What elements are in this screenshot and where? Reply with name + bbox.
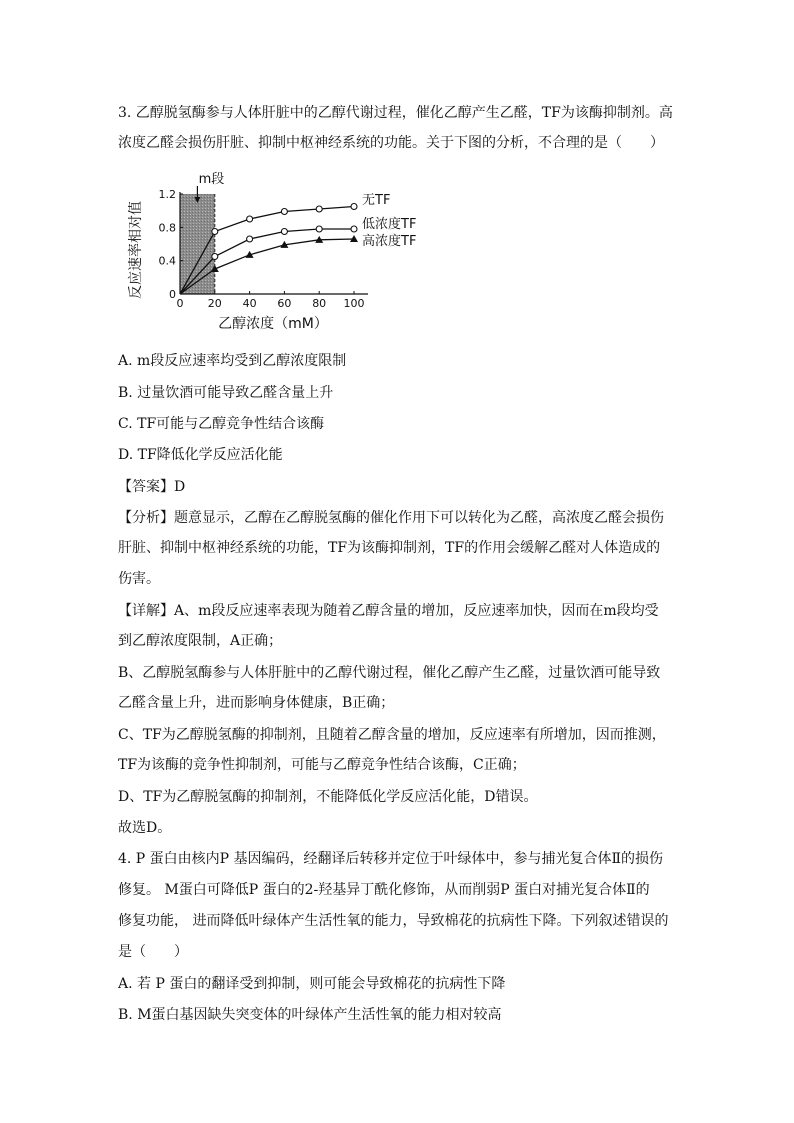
data-point <box>281 209 287 215</box>
x-tick-label: 20 <box>207 297 222 310</box>
x-tick-label: 80 <box>312 297 327 310</box>
x-tick-label: 100 <box>343 297 365 310</box>
q3-analysis-line: 【分析】题意显示，乙醇在乙醇脱氢酶的催化作用下可以转化为乙醛，高浓度乙醛会损伤 <box>118 510 664 526</box>
series-label: 无TF <box>362 193 391 208</box>
q4-stem-line: 修复功能， 进而降低叶绿体产生活性氧的能力，导致棉花的抗病性下降。下列叙述错误的 <box>118 913 669 929</box>
data-point <box>281 229 287 235</box>
data-point <box>212 254 218 260</box>
q4-option-b: B. M蛋白基因缺失突变体的叶绿体产生活性氧的能力相对较高 <box>118 1007 502 1023</box>
m-segment-region <box>180 194 215 294</box>
data-point <box>316 206 322 212</box>
data-point <box>351 226 357 232</box>
data-point <box>212 229 218 235</box>
q3-detail-line: C、TF为乙醇脱氢酶的抑制剂，且随着乙醇含量的增加，反应速率有所增加，因而推测， <box>118 727 666 743</box>
q3-answer: 【答案】D <box>118 479 186 495</box>
q4-stem-line: 4. P 蛋白由核内P 基因编码，经翻译后转移并定位于叶绿体中，参与捕光复合体Ⅱ的损伤 <box>118 851 664 867</box>
q4-stem-line: 是（ ） <box>118 944 188 960</box>
q3-option-d: D. TF降低化学反应活化能 <box>118 447 283 463</box>
q3-detail-line: 乙醛含量上升，进而影响身体健康，B正确； <box>118 695 395 711</box>
q4-stem-line: 修复。 M蛋白可降低P 蛋白的2-羟基异丁酰化修饰，从而削弱P 蛋白对捕光复合体Ⅱ的 <box>118 882 650 898</box>
y-tick-label: 0.4 <box>158 254 176 268</box>
q3-detail-line: TF为该酶的竞争性抑制剂，可能与乙醇竞争性结合该酶，C正确； <box>118 757 526 773</box>
series-label: 低浓度TF <box>362 217 417 232</box>
data-point <box>351 204 357 210</box>
q3-option-b: B. 过量饮酒可能导致乙醛含量上升 <box>118 385 334 401</box>
q3-stem-line2: 浓度乙醛会损伤肝脏、抑制中枢神经系统的功能。关于下图的分析，不合理的是（ ） <box>118 135 664 151</box>
y-tick-label: 1.2 <box>158 188 176 201</box>
y-tick-label: 0.8 <box>158 221 176 235</box>
y-axis-title: 反应速率相对值 <box>128 201 144 299</box>
data-point <box>247 236 253 242</box>
y-tick-label: 0 <box>169 288 176 301</box>
q3-detail-line: 到乙醇浓度限制，A正确； <box>118 633 283 649</box>
q3-detail-line: B、乙醇脱氢酶参与人体肝脏中的乙醇代谢过程，催化乙醇产生乙醛，过量饮酒可能导致 <box>118 665 661 681</box>
q3-analysis-line: 伤害。 <box>118 571 160 587</box>
x-tick-label: 60 <box>277 297 292 310</box>
q3-stem-line1: 3. 乙醇脱氢酶参与人体肝脏中的乙醇代谢过程，催化乙醇产生乙醛，TF为该酶抑制剂。高 <box>118 105 673 121</box>
m-segment-label: m段 <box>198 172 225 187</box>
q3-option-c: C. TF可能与乙醇竞争性结合该酶 <box>118 416 325 432</box>
series-label: 高浓度TF <box>362 234 417 249</box>
q3-detail-line: D、TF为乙醇脱氢酶的抑制剂，不能降低化学反应活化能，D错误。 <box>118 789 538 805</box>
q3-detail-line: 【详解】A、m段反应速率表现为随着乙醇含量的增加，反应速率加快，因而在m段均受 <box>118 603 659 619</box>
x-tick-label: 0 <box>176 297 184 310</box>
q3-detail-line: 故选D。 <box>118 820 172 836</box>
reaction-rate-chart <box>118 166 418 342</box>
q3-option-a: A. m段反应速率均受到乙醇浓度限制 <box>118 353 347 369</box>
x-tick-label: 40 <box>242 297 257 310</box>
x-axis-title: 乙醇浓度（mM） <box>218 316 328 332</box>
q4-option-a: A. 若 P 蛋白的翻译受到抑制，则可能会导致棉花的抗病性下降 <box>118 976 506 992</box>
data-point <box>247 216 253 222</box>
q3-analysis-line: 肝脏、抑制中枢神经系统的功能，TF为该酶抑制剂，TF的作用会缓解乙醛对人体造成的 <box>118 540 661 556</box>
data-point <box>316 226 322 232</box>
